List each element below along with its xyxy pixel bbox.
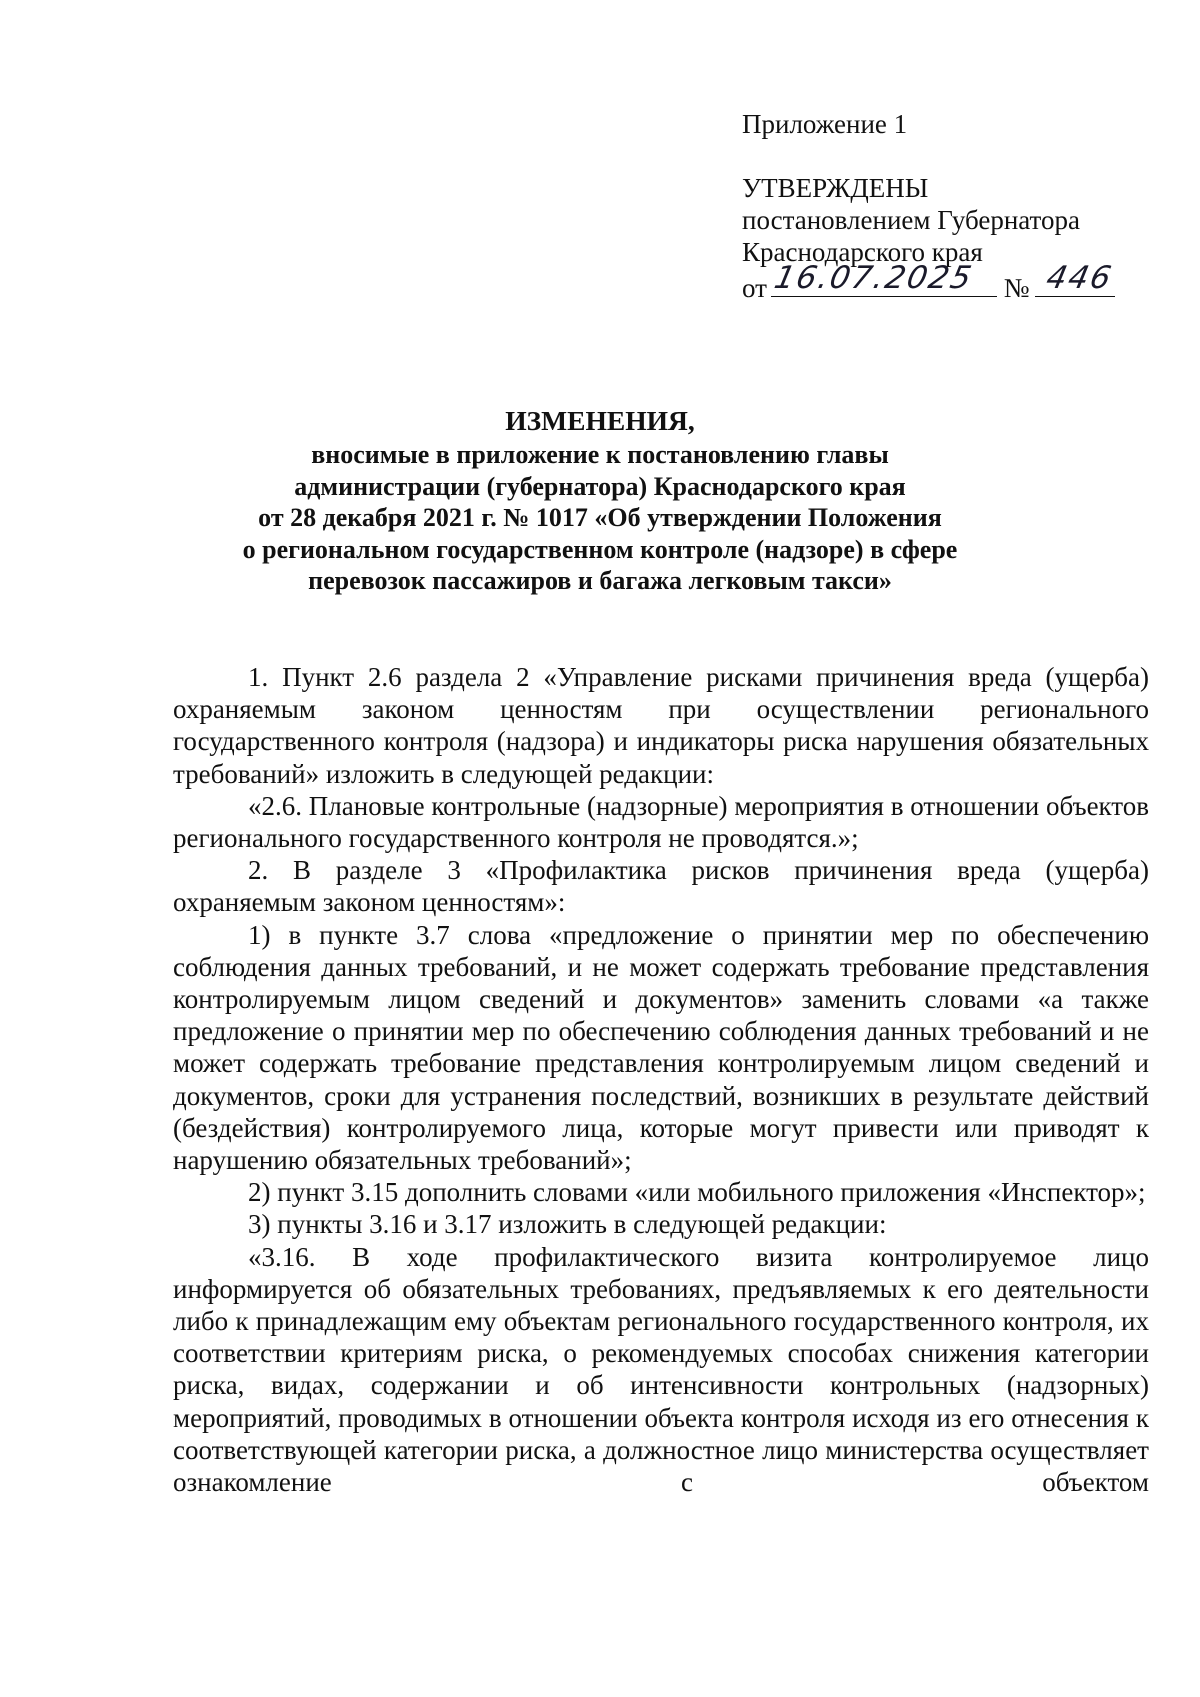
annex-label: Приложение 1	[742, 109, 908, 139]
number-prefix: №	[1003, 273, 1030, 303]
approved-label: УТВЕРЖДЕНЫ	[742, 173, 929, 203]
title-line: о региональном государственном контроле (надзоре) в сфере	[242, 534, 958, 564]
number-field	[1035, 260, 1117, 297]
title-line: администрации (губернатора) Краснодарского края	[294, 471, 906, 501]
approval-block	[742, 172, 1115, 304]
date-field	[771, 260, 997, 297]
date-handwritten: 16.07.2025	[771, 260, 977, 296]
approved-by-line1: постановлением Губернатора	[742, 205, 1080, 235]
title-line: от 28 декабря 2021 г. № 1017 «Об утверждении Положения	[258, 503, 942, 532]
paragraph: «2.6. Плановые контрольные (надзорные) мероприятия в отношении объектов регионального государственного контроля не проводятся.»;	[173, 790, 1149, 854]
paragraph: 1) в пункте 3.7 слова «предложение о принятии мер по обеспечению соблюдения данных требований, и не может содержать требование представления контролируемым лицом сведений и документов» заменить словами «а также предложение о принятии мер по обеспечению соблюдения данных требований и не может содержать требование представления контролируемым лицом сведений и документов, сроки для устранения последствий, возникших в результате действий (бездействия) контролируемого лица, которые могут привести или приводят к нарушению обязательных требований»;	[173, 919, 1149, 1176]
date-number-line	[742, 260, 1117, 304]
title-line: перевозок пассажиров и багажа легковым такси»	[308, 566, 892, 595]
paragraph: 1. Пункт 2.6 раздела 2 «Управление рисками причинения вреда (ущерба) охраняемым законом ценностям при осуществлении регионального государственного контроля (надзора) и индикаторы риска нарушения обязательных требований» изложить в следующей редакции:	[173, 662, 1149, 789]
date-prefix: от	[742, 273, 767, 303]
number-handwritten: 446	[1043, 260, 1117, 296]
document-body	[173, 661, 1149, 1498]
paragraph: 2. В разделе 3 «Профилактика рисков причинения вреда (ущерба) охраняемым законом ценностям»:	[173, 855, 1149, 918]
approved-by-line2: Краснодарского края	[742, 237, 983, 267]
title-main: ИЗМЕНЕНИЯ,	[505, 405, 695, 436]
document-title	[150, 403, 1050, 597]
paragraph: 3) пункты 3.16 и 3.17 изложить в следующей редакции:	[248, 1209, 887, 1240]
paragraph: 2) пункт 3.15 дополнить словами «или мобильного приложения «Инспектор»;	[248, 1177, 1146, 1208]
title-line: вносимые в приложение к постановлению главы	[311, 440, 889, 469]
paragraph: «3.16. В ходе профилактического визита контролируемое лицо информируется об обязательных требованиях, предъявляемых к его деятельности либо к принадлежащим ему объектам регионального государственного контроля, их соответствии критериям риска, о рекомендуемых способах снижения категории риска, видах, содержании и об интенсивности контрольных (надзорных) мероприятий, проводимых в отношении объекта контроля исходя из его отнесения к соответствующей категории риска, а должностное лицо министерства осуществляет ознакомление с объектом	[173, 1241, 1149, 1498]
